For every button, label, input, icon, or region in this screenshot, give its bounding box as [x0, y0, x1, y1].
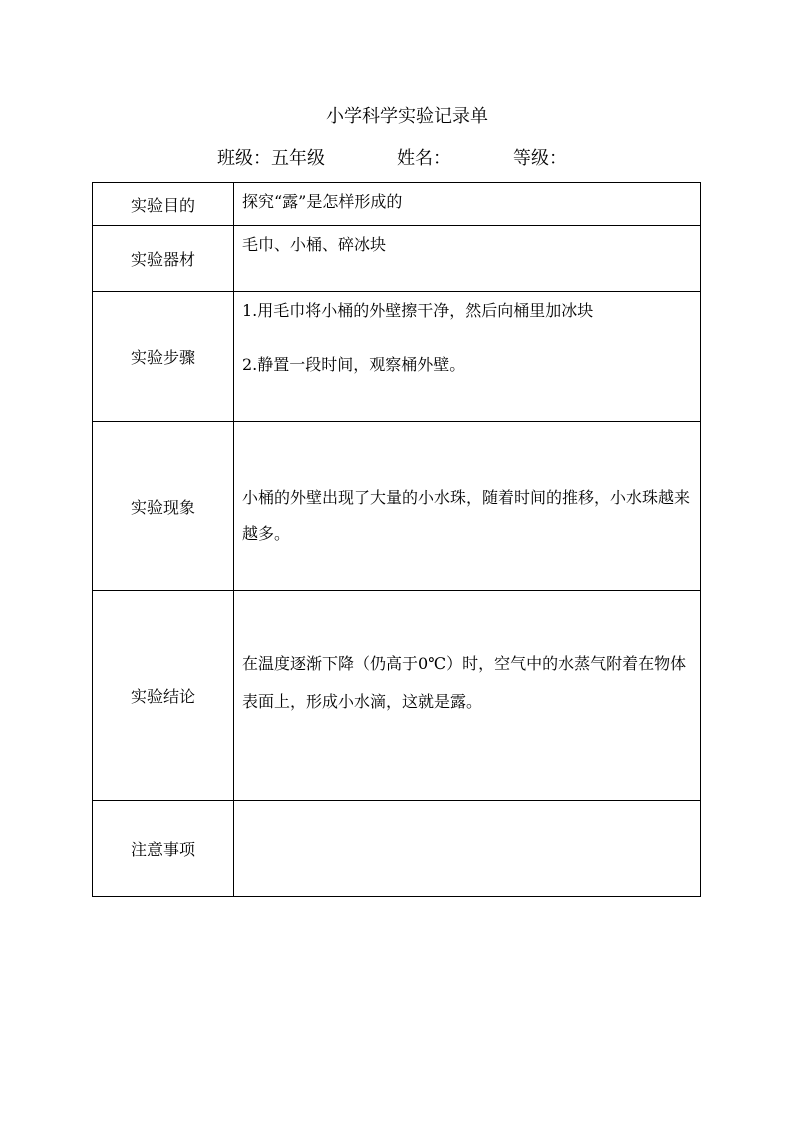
steps-content [234, 292, 701, 422]
row-notes [93, 801, 701, 897]
purpose-label: 实验目的 [93, 183, 234, 226]
step-item: 2.静置一段时间，观察桶外壁。 [242, 355, 466, 374]
row-conclusion [93, 591, 701, 801]
phenomenon-content: 小桶的外壁出现了大量的小水珠，随着时间的推移，小水珠越来越多。 [242, 488, 691, 543]
step-item: 1.用毛巾将小桶的外壁擦干净，然后向桶里加冰块 [242, 301, 594, 320]
page-title: 小学科学实验记录单 [326, 106, 488, 127]
steps-label: 实验步骤 [93, 292, 234, 422]
record-table [92, 182, 701, 897]
header-info [0, 145, 794, 173]
row-steps [93, 292, 701, 422]
row-purpose [93, 183, 701, 226]
conclusion-label: 实验结论 [93, 591, 234, 801]
class-field: 班级：五年级 [217, 148, 325, 169]
conclusion-content: 在温度逐渐下降（仍高于0℃）时，空气中的水蒸气附着在物体表面上，形成小水滴，这就是露。 [242, 654, 687, 711]
name-field: 姓名： [397, 148, 451, 169]
grade-field: 等级： [513, 148, 567, 169]
equipment-label: 实验器材 [93, 226, 234, 292]
notes-content [234, 801, 701, 897]
row-phenomenon [93, 422, 701, 591]
row-equipment [93, 226, 701, 292]
equipment-content: 毛巾、小桶、碎冰块 [234, 226, 701, 292]
phenomenon-label: 实验现象 [93, 422, 234, 591]
notes-label: 注意事项 [93, 801, 234, 897]
purpose-content: 探究“露”是怎样形成的 [234, 183, 701, 226]
